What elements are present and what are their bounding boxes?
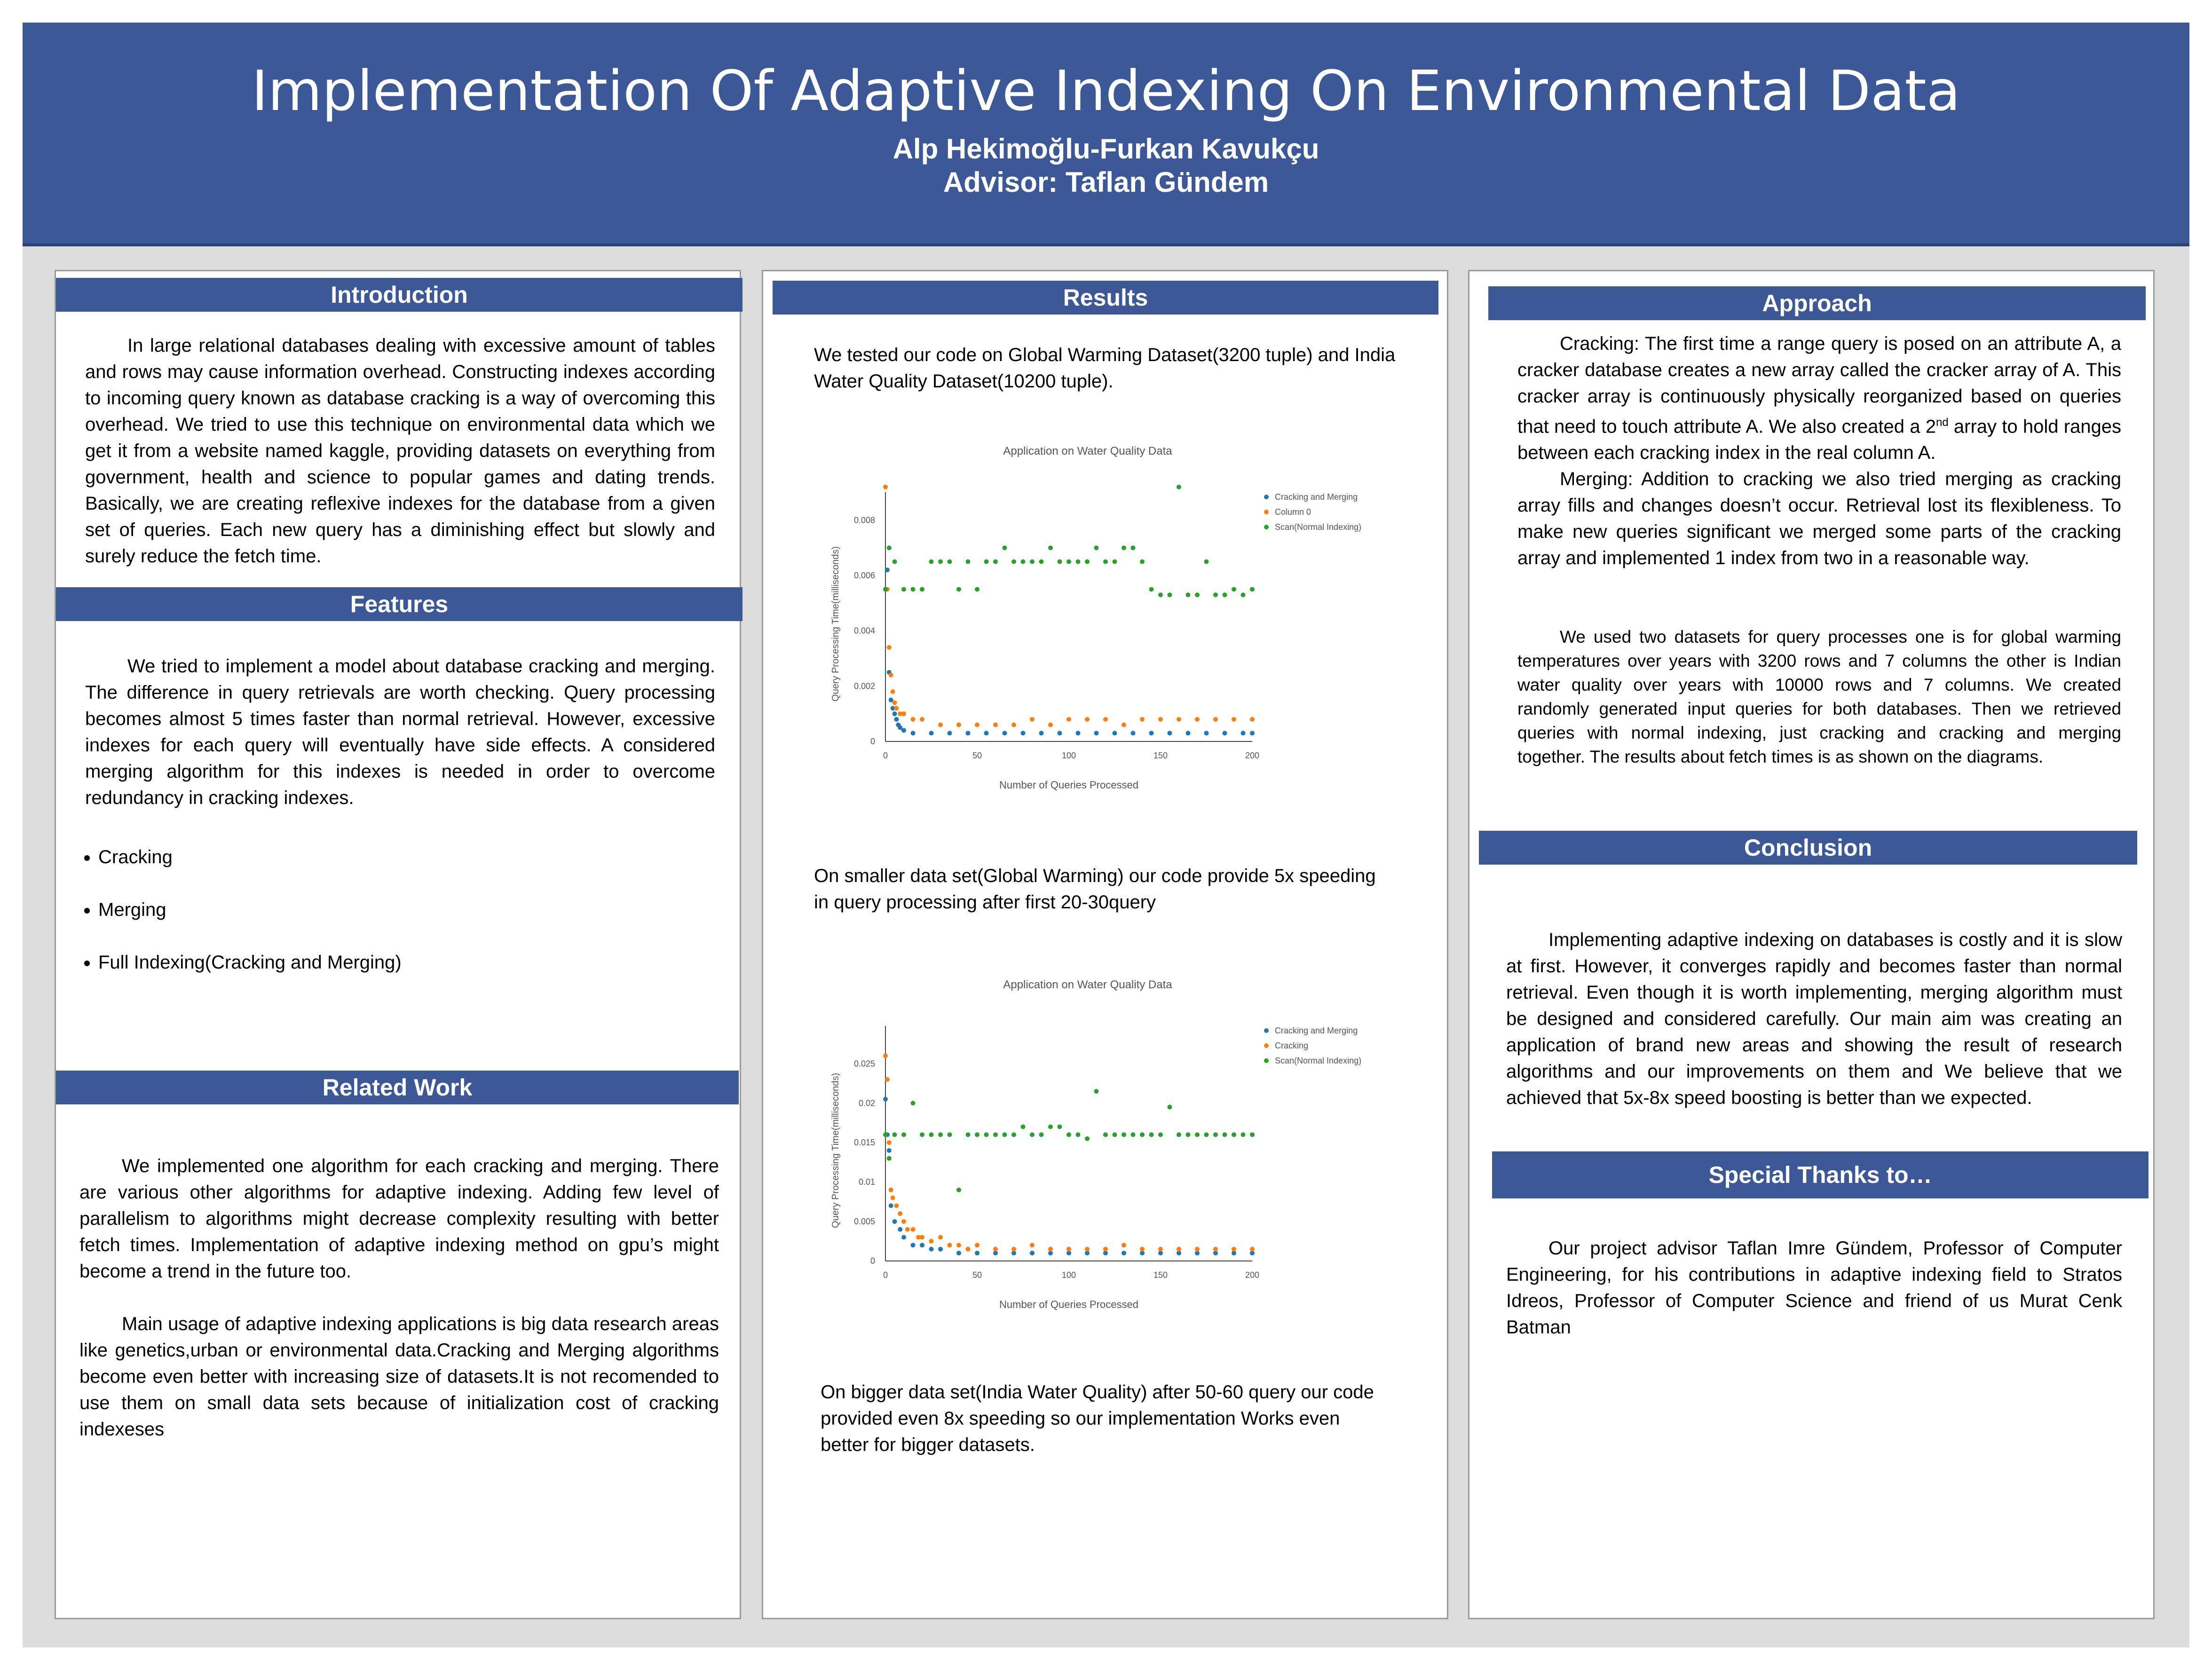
data-point — [993, 559, 998, 564]
data-point — [885, 567, 890, 572]
data-point — [1030, 1132, 1035, 1137]
legend-marker — [1264, 1058, 1269, 1063]
approach-cracking-text: Cracking: The first time a range query is posed on an attribute A, a cracker database creates a new array called the cracker array of A. This cracker array is continuously physically reorganized based on queries that need to touch attribute A. We also created a 2 — [1517, 333, 2121, 437]
data-point — [1085, 717, 1090, 722]
data-point — [1213, 1132, 1218, 1137]
data-point — [911, 1101, 916, 1105]
data-point — [1223, 731, 1227, 735]
data-point — [883, 1097, 888, 1102]
data-point — [1232, 587, 1236, 591]
data-point — [920, 717, 924, 722]
data-point — [911, 717, 916, 722]
introduction-paragraph: In large relational databases dealing with excessive amount of tables and rows may cause information overhead. Constructing indexes according to incoming query known as database cracking is a way of overcoming this overhead. We tried to use this technique on environmental data which we get it from a website named kaggle, providing datasets on everything from government, health and science to popular games and dating trends. Basically, we are creating reflexive indexes for the database from a given set of queries. Each new query has a diminishing effect but slowly and surely reduce the fetch time. — [85, 335, 715, 567]
data-point — [920, 1132, 924, 1137]
features-paragraph: We tried to implement a model about database cracking and merging. The difference in query retrievals are worth checking. Query processing becomes almost 5 times faster than normal retrieval. However, excessive indexes for each query will eventually have side effects. A considered merging algorithm for this indexes is needed in order to overcome redundancy in cracking indexes. — [85, 656, 715, 808]
data-point — [966, 1247, 971, 1252]
data-point — [956, 1188, 961, 1192]
data-point — [1140, 1247, 1145, 1252]
data-point — [938, 1247, 943, 1252]
data-point — [898, 1227, 902, 1232]
data-point — [1241, 592, 1246, 597]
data-point — [1149, 587, 1154, 591]
data-point — [984, 1132, 989, 1137]
data-point — [966, 731, 971, 735]
data-point — [1241, 1132, 1246, 1137]
legend-label: Scan(Normal Indexing) — [1275, 522, 1362, 532]
data-point — [1195, 1247, 1200, 1252]
data-point — [1122, 1251, 1126, 1255]
data-point — [905, 1227, 910, 1232]
results-heading: Results — [773, 281, 1438, 315]
data-point — [938, 1235, 943, 1240]
data-point — [1158, 1132, 1163, 1137]
y-axis-label: Query Processing Time(milliseconds) — [830, 1072, 841, 1229]
data-point — [1195, 1132, 1200, 1137]
data-point — [889, 673, 893, 677]
data-point — [1149, 731, 1154, 735]
data-point — [1085, 1136, 1090, 1141]
data-point — [885, 1077, 890, 1082]
legend-label: Cracking and Merging — [1275, 492, 1358, 502]
data-point — [1177, 717, 1181, 722]
data-point — [901, 728, 906, 733]
data-point — [1158, 717, 1163, 722]
data-point — [893, 1219, 897, 1224]
data-point — [1113, 731, 1117, 735]
data-point — [1076, 731, 1081, 735]
data-point — [894, 1204, 899, 1208]
data-point — [948, 1132, 952, 1137]
data-point — [911, 1243, 916, 1247]
data-point — [883, 587, 888, 591]
data-point — [929, 1239, 934, 1244]
data-point — [1021, 731, 1026, 735]
y-tick-label: 0.01 — [858, 1177, 875, 1187]
data-point — [893, 559, 897, 564]
poster-header — [23, 23, 2189, 246]
related-work-text — [79, 1153, 719, 1442]
data-point — [1168, 731, 1172, 735]
data-point — [1094, 731, 1099, 735]
data-point — [1241, 731, 1246, 735]
legend-marker — [1264, 525, 1269, 529]
data-point — [1039, 559, 1044, 564]
data-point — [1085, 1247, 1090, 1252]
features-list — [75, 844, 710, 1002]
x-tick-label: 100 — [1061, 1270, 1076, 1280]
data-point — [901, 1132, 906, 1137]
y-tick-label: 0.002 — [853, 681, 875, 691]
data-point — [1011, 559, 1016, 564]
approach-datasets-text — [1517, 625, 2121, 769]
data-point — [887, 1140, 892, 1145]
x-tick-label: 150 — [1153, 1270, 1168, 1280]
data-point — [948, 1243, 952, 1247]
features-heading: Features — [56, 587, 743, 621]
data-point — [1122, 723, 1126, 727]
advisor: Advisor: Taflan Gündem — [943, 166, 1269, 198]
introduction-text — [85, 332, 715, 577]
right-column — [1468, 270, 2155, 1619]
data-point — [1113, 1132, 1117, 1137]
legend-marker — [1264, 1028, 1269, 1033]
data-point — [901, 587, 906, 591]
data-point — [975, 723, 980, 727]
data-point — [1186, 1132, 1191, 1137]
legend-marker — [1264, 495, 1269, 499]
data-point — [1232, 1247, 1236, 1252]
y-tick-label: 0 — [870, 737, 875, 746]
data-point — [1177, 1132, 1181, 1137]
conclusion-text — [1506, 927, 2122, 1111]
data-point — [1021, 1125, 1026, 1129]
data-point — [1168, 592, 1172, 597]
y-tick-label: 0.025 — [853, 1059, 875, 1069]
data-point — [1158, 1247, 1163, 1252]
data-point — [1158, 592, 1163, 597]
y-tick-label: 0.006 — [853, 571, 875, 581]
introduction-heading: Introduction — [56, 278, 743, 312]
data-point — [993, 1132, 998, 1137]
data-point — [1076, 1132, 1081, 1137]
data-point — [901, 711, 906, 716]
data-point — [984, 559, 989, 564]
data-point — [993, 1247, 998, 1252]
data-point — [1149, 1132, 1154, 1137]
data-point — [911, 731, 916, 735]
data-point — [1204, 731, 1209, 735]
data-point — [1250, 1247, 1255, 1252]
chart-title: Application on Water Quality Data — [1003, 445, 1172, 457]
data-point — [929, 1132, 934, 1137]
data-point — [1094, 545, 1099, 550]
approach-datasets-paragraph: We used two datasets for query processes one is for global warming temperatures over years with 3200 rows and 7 columns the other is Indian water quality over years with 10000 rows and 7 columns. We created randomly generated input queries for both databases. Then we retrieved queries with normal indexing, just cracking and cracking and merging together. The results about fetch times is as shown on the diagrams. — [1517, 627, 2121, 766]
data-point — [975, 587, 980, 591]
data-point — [887, 1156, 892, 1161]
x-axis-label: Number of Queries Processed — [999, 1299, 1138, 1310]
chart-title: Application on Water Quality Data — [1003, 978, 1172, 991]
data-point — [1003, 545, 1007, 550]
data-point — [1186, 592, 1191, 597]
legend-marker — [1264, 510, 1269, 514]
data-point — [893, 711, 897, 716]
data-point — [1131, 731, 1136, 735]
data-point — [920, 1243, 924, 1247]
query-time-scatter-chart-water-quality — [824, 960, 1389, 1331]
data-point — [1103, 717, 1108, 722]
data-point — [1140, 559, 1145, 564]
data-point — [1030, 1251, 1035, 1255]
data-point — [993, 723, 998, 727]
y-tick-label: 0.015 — [853, 1138, 875, 1148]
data-point — [891, 689, 895, 694]
data-point — [956, 587, 961, 591]
data-point — [883, 1132, 888, 1137]
data-point — [1250, 717, 1255, 722]
data-point — [1030, 717, 1035, 722]
legend-label: Cracking — [1275, 1041, 1309, 1050]
data-point — [1177, 485, 1181, 489]
data-point — [1140, 1132, 1145, 1137]
data-point — [975, 1132, 980, 1137]
data-point — [1030, 559, 1035, 564]
data-point — [1131, 1132, 1136, 1137]
data-point — [1122, 545, 1126, 550]
x-axis-label: Number of Queries Processed — [999, 779, 1138, 791]
results-intro: We tested our code on Global Warming Dataset(3200 tuple) and India Water Quality Dataset(10200 tuple). — [814, 345, 1396, 392]
data-point — [1232, 717, 1236, 722]
y-tick-label: 0 — [870, 1256, 875, 1266]
legend-label: Scan(Normal Indexing) — [1275, 1056, 1362, 1065]
data-point — [1066, 559, 1071, 564]
left-column — [55, 270, 741, 1619]
approach-cracking-text-end: array to hold ranges between each cracking index in the real column A. — [1517, 416, 2121, 464]
results-caption-2: On bigger data set(India Water Quality) after 50-60 query our code provided even 8x speeding so our implementation Works even better for bigger datasets. — [821, 1382, 1374, 1455]
data-point — [1048, 1125, 1053, 1129]
data-point — [1003, 731, 1007, 735]
legend-label: Column 0 — [1275, 507, 1311, 517]
legend-marker — [1264, 1043, 1269, 1048]
approach-heading: Approach — [1488, 286, 2146, 320]
data-point — [887, 545, 892, 550]
x-tick-label: 0 — [883, 751, 888, 760]
data-point — [889, 1204, 893, 1208]
data-point — [1048, 723, 1053, 727]
data-point — [1168, 1105, 1172, 1110]
list-item: • Full Indexing(Cracking and Merging) — [98, 949, 710, 976]
data-point — [1021, 559, 1026, 564]
special-thanks-paragraph: Our project advisor Taflan Imre Gündem, Professor of Computer Engineering, for his contributions in adaptive indexing field to Stratos Idreos, Professor of Computer Science and friend of us Murat Cenk Batman — [1506, 1238, 2122, 1338]
list-item: • Cracking — [98, 844, 710, 870]
x-tick-label: 0 — [883, 1270, 888, 1280]
data-point — [966, 559, 971, 564]
data-point — [1003, 1132, 1007, 1137]
data-point — [1213, 592, 1218, 597]
x-tick-label: 150 — [1153, 751, 1168, 760]
x-tick-label: 200 — [1245, 1270, 1260, 1280]
data-point — [948, 731, 952, 735]
conclusion-heading: Conclusion — [1479, 831, 2137, 865]
data-point — [920, 587, 924, 591]
data-point — [891, 1196, 895, 1200]
data-point — [1195, 592, 1200, 597]
data-point — [1204, 559, 1209, 564]
data-point — [887, 1148, 892, 1153]
approach-text — [1517, 331, 2121, 571]
special-thanks-heading: Special Thanks to… — [1492, 1151, 2149, 1198]
data-point — [1232, 1132, 1236, 1137]
data-point — [920, 1235, 924, 1240]
data-point — [938, 723, 943, 727]
data-point — [1131, 545, 1136, 550]
data-point — [1011, 1247, 1016, 1252]
x-tick-label: 50 — [972, 1270, 982, 1280]
conclusion-paragraph: Implementing adaptive indexing on databases is costly and it is slow at first. However, it converges rapidly and becomes faster than normal retrieval. Even though it is worth implementing, merging algorithm must be designed and considered carefully. Our main aim was creating an application of brand new areas and showing the result of research algorithms and our improvements on them and We believe that we achieved that 5x-8x speed boosting is better than we expected. — [1506, 930, 2122, 1108]
data-point — [956, 1251, 961, 1255]
data-point — [1094, 1089, 1099, 1094]
list-item: • Merging — [98, 897, 710, 923]
data-point — [956, 723, 961, 727]
data-point — [1058, 559, 1062, 564]
x-tick-label: 100 — [1061, 751, 1076, 760]
data-point — [1011, 723, 1016, 727]
related-work-paragraph-1: We implemented one algorithm for each cracking and merging. There are various other algorithms for adaptive indexing. Adding few level of parallelism to algorithms might decrease complexity resulting with better fetch times. Implementation of adaptive indexing method on gpu’s might become a trend in the future too. — [79, 1156, 719, 1282]
data-point — [956, 1243, 961, 1247]
data-point — [1140, 717, 1145, 722]
poster-title: Implementation Of Adaptive Indexing On Environmental Data — [252, 58, 1960, 123]
middle-column — [762, 270, 1448, 1619]
data-point — [984, 731, 989, 735]
data-point — [893, 1132, 897, 1137]
y-tick-label: 0.02 — [858, 1098, 875, 1108]
data-point — [1103, 1247, 1108, 1252]
y-tick-label: 0.005 — [853, 1217, 875, 1227]
data-point — [1177, 1247, 1181, 1252]
query-time-scatter-chart-global-warming — [824, 426, 1389, 812]
data-point — [975, 1243, 980, 1247]
data-point — [975, 1251, 980, 1255]
data-point — [1250, 587, 1255, 591]
y-axis-label: Query Processing Time(milliseconds) — [830, 546, 841, 702]
data-point — [1058, 731, 1062, 735]
data-point — [901, 1219, 906, 1224]
authors: Alp Hekimoğlu-Furkan Kavukçu — [893, 133, 1319, 165]
y-tick-label: 0.008 — [853, 515, 875, 525]
data-point — [894, 706, 899, 710]
data-point — [929, 1247, 934, 1252]
data-point — [1066, 1247, 1071, 1252]
data-point — [1122, 1132, 1126, 1137]
data-point — [929, 559, 934, 564]
data-point — [1085, 559, 1090, 564]
data-point — [1048, 545, 1053, 550]
data-point — [938, 559, 943, 564]
approach-cracking-paragraph — [1517, 331, 2121, 466]
data-point — [1250, 731, 1255, 735]
special-thanks-text — [1506, 1235, 2122, 1340]
y-tick-label: 0.004 — [853, 626, 875, 636]
data-point — [901, 1235, 906, 1240]
data-point — [898, 1211, 902, 1216]
data-point — [1223, 1132, 1227, 1137]
related-work-paragraph-2: Main usage of adaptive indexing applications is big data research areas like genetics,urban or environmental data.Cracking and Merging algorithms become even better with increasing size of datasets.It is not recomended to use them on small data sets because of initialization cost of cracking indexeses — [79, 1314, 719, 1440]
features-text — [85, 653, 715, 811]
data-point — [1103, 1132, 1108, 1137]
approach-merging-paragraph: Merging: Addition to cracking we also tried merging as cracking array fills and changes doesn’t occur. Retrieval lost its flexibleness. To make new queries significant we merged some parts of the cracking array and implemented 1 index from two in a reasonable way. — [1517, 469, 2121, 569]
data-point — [1186, 731, 1191, 735]
data-point — [1195, 717, 1200, 722]
approach-superscript: nd — [1936, 416, 1949, 429]
data-point — [889, 1188, 893, 1192]
data-point — [1213, 1247, 1218, 1252]
data-point — [1213, 717, 1218, 722]
data-point — [1039, 731, 1044, 735]
data-point — [1066, 1132, 1071, 1137]
data-point — [1204, 1132, 1209, 1137]
data-point — [887, 645, 892, 650]
data-point — [911, 587, 916, 591]
data-point — [1058, 1125, 1062, 1129]
data-point — [1039, 1132, 1044, 1137]
results-caption-1: On smaller data set(Global Warming) our code provide 5x speeding in query processing after first 20-30query — [814, 866, 1376, 913]
data-point — [929, 731, 934, 735]
data-point — [883, 485, 888, 489]
data-point — [1250, 1132, 1255, 1137]
data-point — [883, 1054, 888, 1058]
legend-label: Cracking and Merging — [1275, 1026, 1358, 1035]
data-point — [1011, 1132, 1016, 1137]
data-point — [938, 1132, 943, 1137]
related-work-heading: Related Work — [56, 1071, 739, 1104]
data-point — [966, 1132, 971, 1137]
data-point — [894, 717, 899, 722]
data-point — [1223, 592, 1227, 597]
x-tick-label: 50 — [972, 751, 982, 760]
poster — [23, 23, 2189, 1647]
data-point — [1076, 559, 1081, 564]
data-point — [893, 701, 897, 705]
x-tick-label: 200 — [1245, 751, 1260, 760]
data-point — [1103, 559, 1108, 564]
data-point — [1066, 717, 1071, 722]
data-point — [1113, 559, 1117, 564]
data-point — [1030, 1243, 1035, 1247]
data-point — [911, 1227, 916, 1232]
data-point — [1122, 1243, 1126, 1247]
data-point — [1048, 1247, 1053, 1252]
data-point — [948, 559, 952, 564]
